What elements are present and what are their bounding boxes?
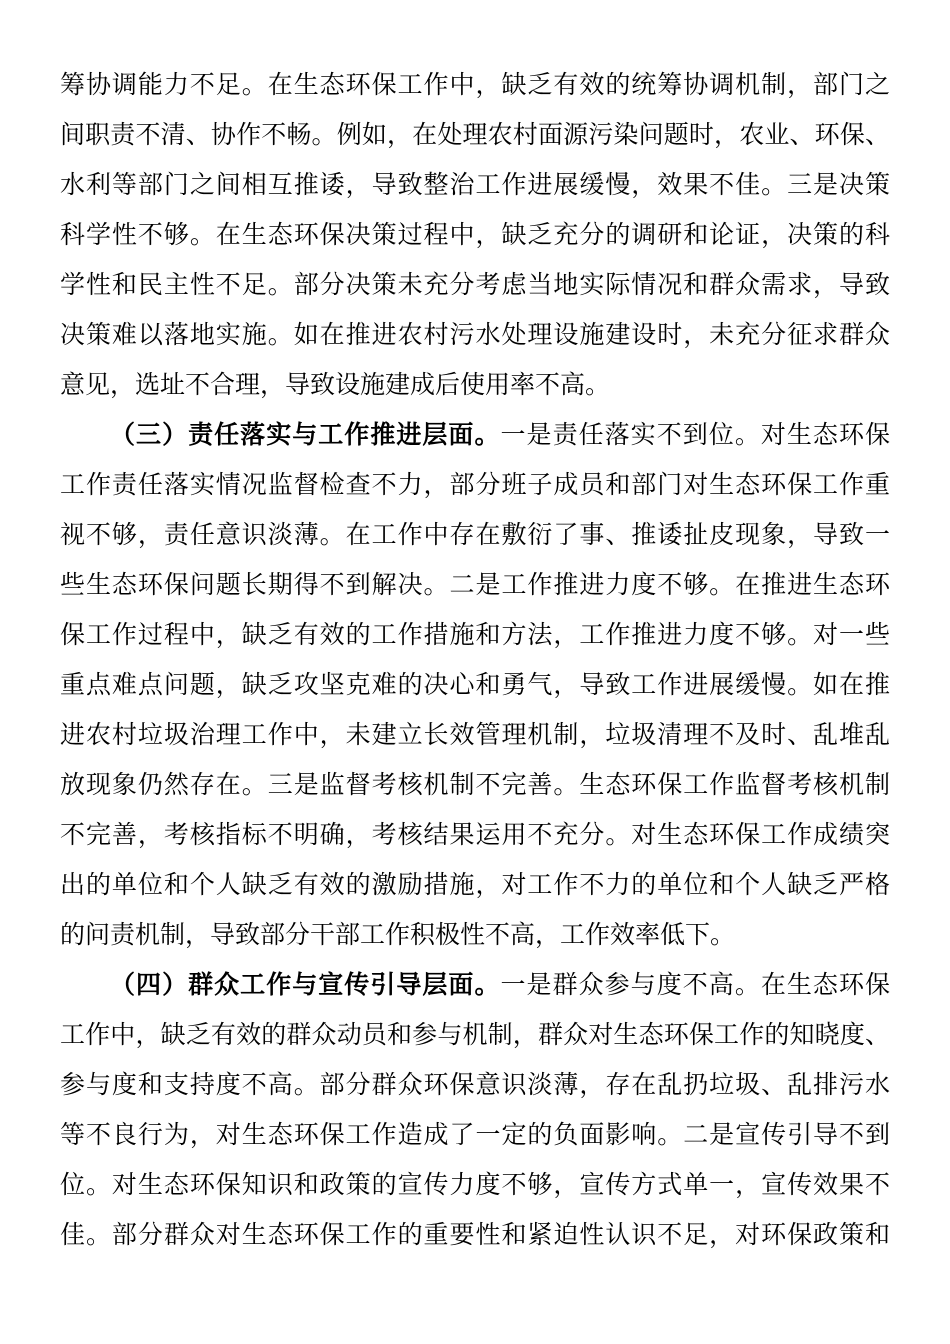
section-heading-line: （三）责任落实与工作推进层面。一是责任落实不到位。对生态环保 xyxy=(110,421,890,449)
text-line: 学性和民主性不足。部分决策未充分考虑当地实际情况和群众需求，导致 xyxy=(60,271,890,299)
text-line: 等不良行为，对生态环保工作造成了一定的负面影响。二是宣传引导不到 xyxy=(60,1121,890,1149)
text-line: 些生态环保问题长期得不到解决。二是工作推进力度不够。在推进生态环 xyxy=(60,571,890,599)
text-line: 决策难以落地实施。如在推进农村污水处理设施建设时，未充分征求群众 xyxy=(60,321,890,349)
section-heading: （三）责任落实与工作推进层面。 xyxy=(110,421,501,449)
text-line: 视不够，责任意识淡薄。在工作中存在敷衍了事、推诿扯皮现象，导致一 xyxy=(60,521,890,549)
text-line: 工作责任落实情况监督检查不力，部分班子成员和部门对生态环保工作重 xyxy=(60,471,890,499)
paragraph xyxy=(60,960,890,1260)
paragraph xyxy=(60,60,890,410)
text-line: 的问责机制，导致部分干部工作积极性不高，工作效率低下。 xyxy=(60,921,736,949)
text-line: 筹协调能力不足。在生态环保工作中，缺乏有效的统筹协调机制，部门之 xyxy=(60,71,890,99)
text-line: 科学性不够。在生态环保决策过程中，缺乏充分的调研和论证，决策的科 xyxy=(60,221,890,249)
text-line: 出的单位和个人缺乏有效的激励措施，对工作不力的单位和个人缺乏严格 xyxy=(60,871,890,899)
section-heading: （四）群众工作与宣传引导层面。 xyxy=(110,971,501,999)
text-line: 间职责不清、协作不畅。例如，在处理农村面源污染问题时，农业、环保、 xyxy=(60,121,890,149)
text-line: 参与度和支持度不高。部分群众环保意识淡薄，存在乱扔垃圾、乱排污水 xyxy=(60,1071,890,1099)
text-line: 保工作过程中，缺乏有效的工作措施和方法，工作推进力度不够。对一些 xyxy=(60,621,890,649)
section-heading-line: （四）群众工作与宣传引导层面。一是群众参与度不高。在生态环保 xyxy=(110,971,890,999)
text-line: 工作中，缺乏有效的群众动员和参与机制，群众对生态环保工作的知晓度、 xyxy=(60,1021,890,1049)
text-line: 水利等部门之间相互推诿，导致整治工作进展缓慢，效果不佳。三是决策 xyxy=(60,171,890,199)
text-line: 重点难点问题，缺乏攻坚克难的决心和勇气，导致工作进展缓慢。如在推 xyxy=(60,671,890,699)
text-line: 位。对生态环保知识和政策的宣传力度不够，宣传方式单一，宣传效果不 xyxy=(60,1171,890,1199)
text-line: 不完善，考核指标不明确，考核结果运用不充分。对生态环保工作成绩突 xyxy=(60,821,890,849)
text-line: 放现象仍然存在。三是监督考核机制不完善。生态环保工作监督考核机制 xyxy=(60,771,890,799)
text-line: 佳。部分群众对生态环保工作的重要性和紧迫性认识不足，对环保政策和 xyxy=(60,1221,890,1249)
text-line: 意见，选址不合理，导致设施建成后使用率不高。 xyxy=(60,371,611,399)
document-text xyxy=(60,60,890,1260)
paragraph xyxy=(60,410,890,960)
text-line: 进农村垃圾治理工作中，未建立长效管理机制，垃圾清理不及时、乱堆乱 xyxy=(60,721,890,749)
